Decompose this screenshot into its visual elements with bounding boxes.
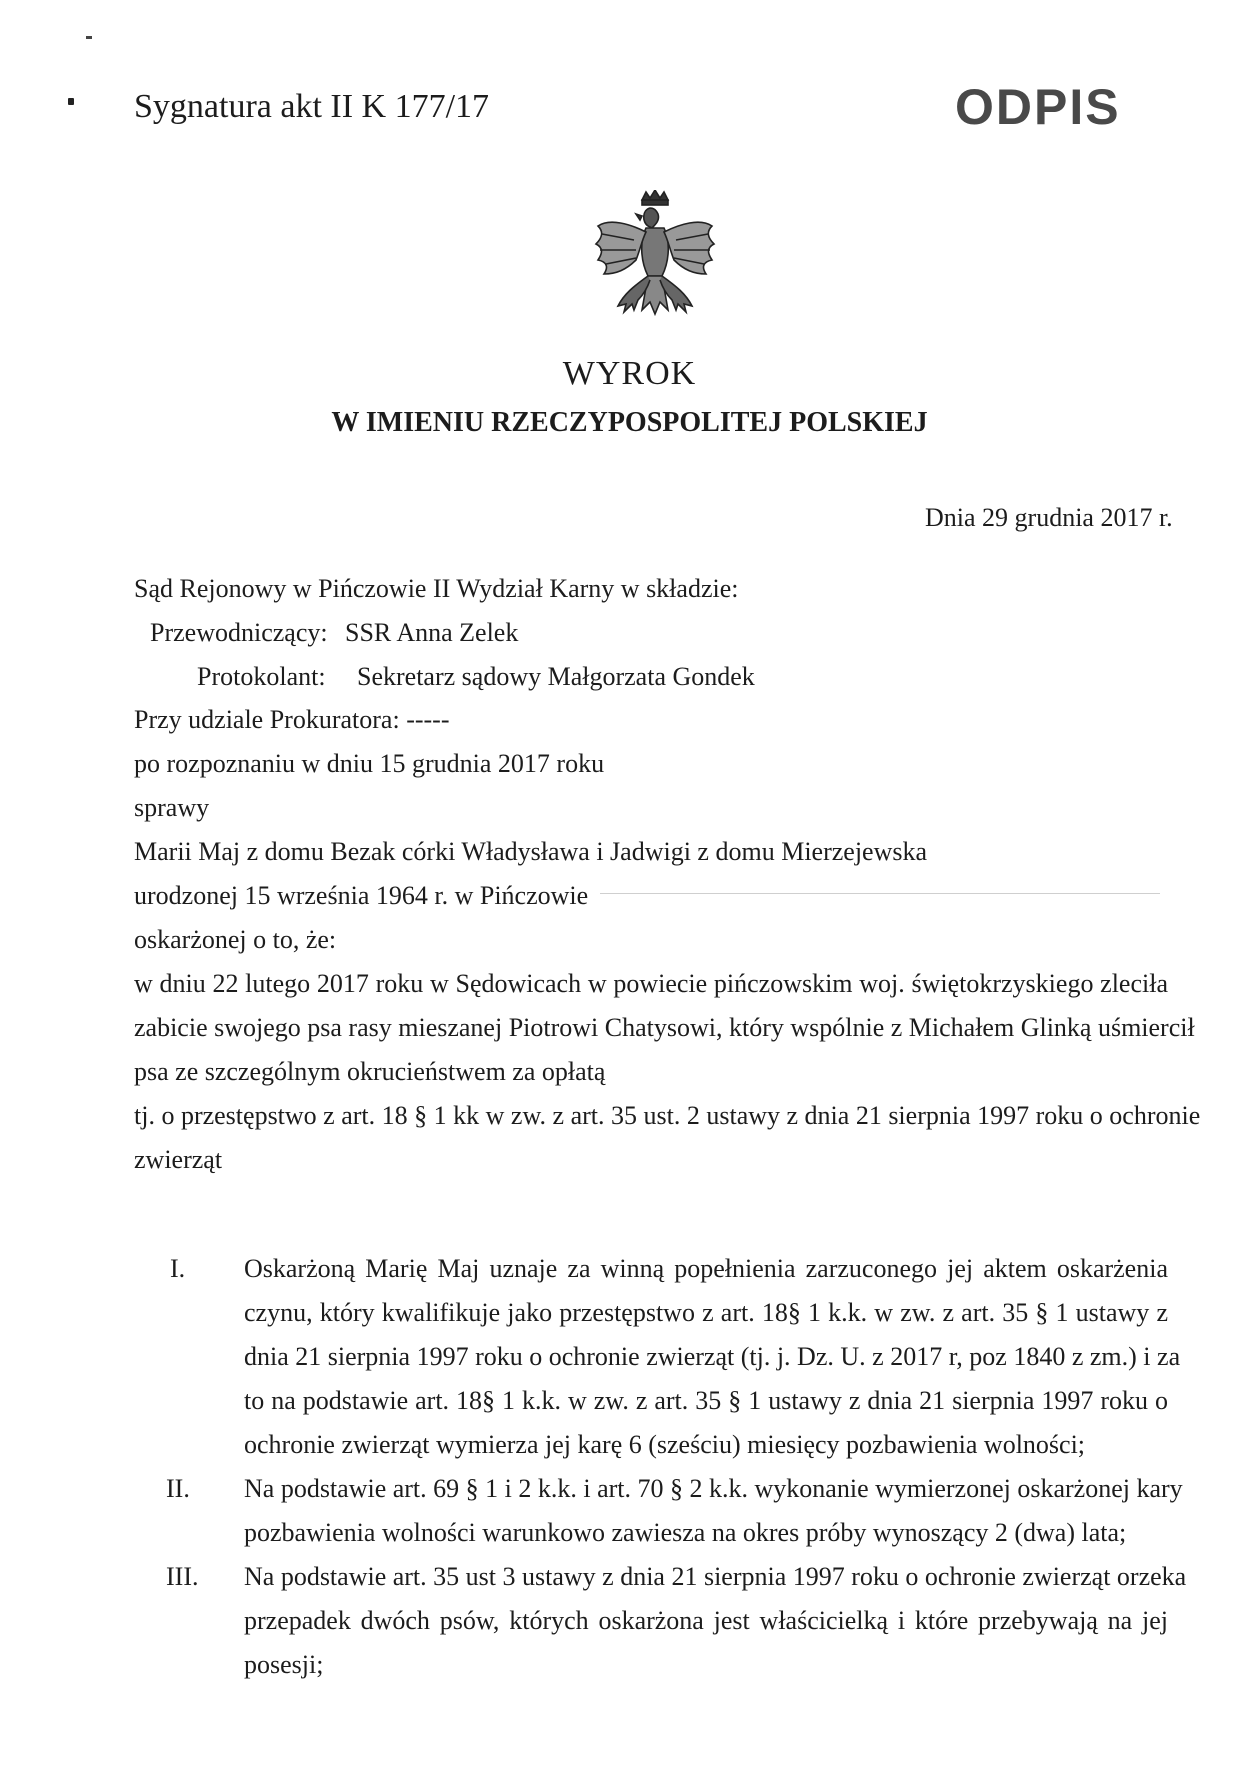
hearing-line: po rozpoznaniu w dniu 15 grudnia 2017 roku xyxy=(134,749,605,778)
judgment-date: Dnia 29 grudnia 2017 r. xyxy=(925,503,1173,532)
copy-stamp: ODPIS xyxy=(955,79,1121,135)
court-composition: Sąd Rejonowy w Pińczowie II Wydział Karny w składzie: xyxy=(134,574,739,603)
verdict-number: I. xyxy=(170,1254,186,1283)
polish-eagle-emblem-icon xyxy=(590,190,720,340)
verdict-line: to na podstawie art. 18§ 1 k.k. w zw. z art. 35 § 1 ustawy z dnia 21 sierpnia 1997 roku o xyxy=(244,1386,1168,1415)
verdict-line: dnia 21 sierpnia 1997 roku o ochronie zwierząt (tj. j. Dz. U. z 2017 r, poz 1840 z zm.) i za xyxy=(244,1342,1181,1371)
charge-line: zwierząt xyxy=(134,1145,223,1174)
defendant-line: Marii Maj z domu Bezak córki Władysława i Jadwigi z domu Mierzejewska xyxy=(134,837,928,866)
verdict-number: II. xyxy=(166,1474,190,1503)
verdict-line: posesji; xyxy=(244,1650,324,1679)
clerk-label: Protokolant: xyxy=(197,662,326,691)
document-title: WYROK xyxy=(562,355,697,392)
verdict-line: pozbawienia wolności warunkowo zawiesza na okres próby wynoszący 2 (dwa) lata; xyxy=(244,1518,1127,1547)
bullet-mark xyxy=(68,98,74,105)
prosecutor-line: Przy udziale Prokuratora: ----- xyxy=(134,705,450,734)
born-line: urodzonej 15 września 1964 r. w Pińczowie xyxy=(134,881,589,910)
document-subtitle: W IMIENIU RZECZYPOSPOLITEJ POLSKIEJ xyxy=(331,407,928,438)
charge-line: zabicie swojego psa rasy mieszanej Piotrowi Chatysowi, który wspólnie z Michałem Glinką uśmiercił xyxy=(134,1013,1195,1042)
chair-value: SSR Anna Zelek xyxy=(345,618,519,647)
verdict-line: Na podstawie art. 69 § 1 i 2 k.k. i art. 70 § 2 k.k. wykonanie wymierzonej oskarżonej kary xyxy=(244,1474,1183,1503)
case-signature: Sygnatura akt II K 177/17 xyxy=(134,88,490,125)
scan-streak xyxy=(600,893,1160,894)
verdict-line: ochronie zwierząt wymierza jej karę 6 (sześciu) miesięcy pozbawienia wolności; xyxy=(244,1430,1086,1459)
case-word: sprawy xyxy=(134,793,210,822)
chair-label: Przewodniczący: xyxy=(150,618,328,647)
verdict-line: przepadek dwóch psów, których oskarżona jest właścicielką i które przebywają na jej xyxy=(244,1606,1168,1635)
accused-line: oskarżonej o to, że: xyxy=(134,925,337,954)
charge-line: psa ze szczególnym okrucieństwem za opłatą xyxy=(134,1057,606,1086)
charge-line: w dniu 22 lutego 2017 roku w Sędowicach w powiecie pińczowskim woj. świętokrzyskiego zleciła xyxy=(134,969,1168,998)
charge-line: tj. o przestępstwo z art. 18 § 1 kk w zw. z art. 35 ust. 2 ustawy z dnia 21 sierpnia 1997 roku o ochronie xyxy=(134,1101,1201,1130)
scan-mark xyxy=(86,36,92,39)
verdict-line: czynu, który kwalifikuje jako przestępstwo z art. 18§ 1 k.k. w zw. z art. 35 § 1 ustawy z xyxy=(244,1298,1168,1327)
verdict-line: Oskarżoną Marię Maj uznaje za winną popełnienia zarzuconego jej aktem oskarżenia xyxy=(244,1254,1168,1283)
clerk-value: Sekretarz sądowy Małgorzata Gondek xyxy=(357,662,755,691)
verdict-line: Na podstawie art. 35 ust 3 ustawy z dnia 21 sierpnia 1997 roku o ochronie zwierząt orzeka xyxy=(244,1562,1187,1591)
verdict-number: III. xyxy=(166,1562,199,1591)
